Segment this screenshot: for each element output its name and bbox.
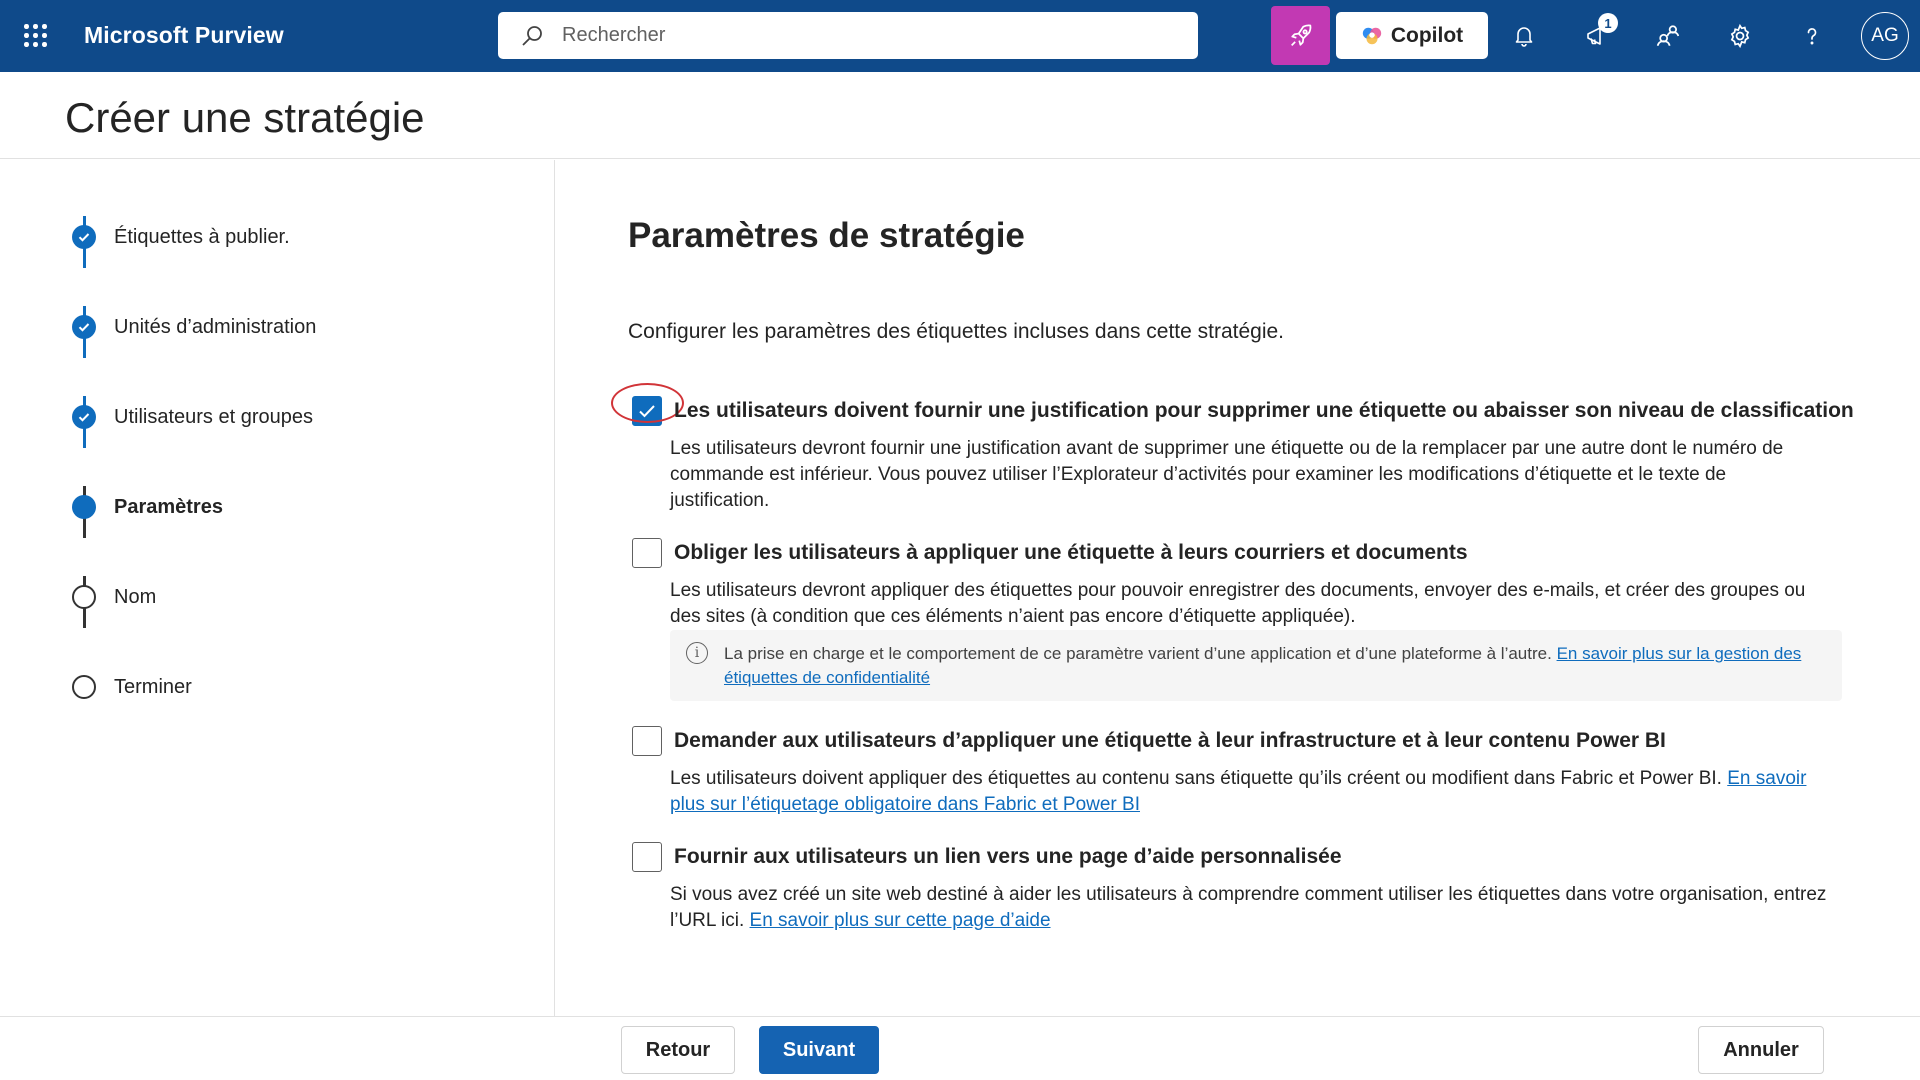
step-label: Terminer xyxy=(114,676,192,698)
step-completed-icon xyxy=(72,315,96,339)
community-button[interactable] xyxy=(1650,18,1686,54)
app-title[interactable]: Microsoft Purview xyxy=(84,22,284,48)
cancel-button[interactable]: Annuler xyxy=(1698,1026,1824,1074)
section-title: Paramètres de stratégie xyxy=(628,216,1025,255)
wizard-footer xyxy=(0,1016,1920,1080)
check-icon xyxy=(638,403,656,419)
search-input[interactable] xyxy=(562,12,1182,59)
step-label: Unités d’administration xyxy=(114,316,317,338)
info-icon: i xyxy=(686,642,708,664)
option-description: Les utilisateurs devront appliquer des étiquettes pour pouvoir enregistrer des documents, envoyer des e-mails, et créer des groupes ou des sites (à condition que ces éléments n’aient pas encore d’étiquette appliquée). xyxy=(670,580,1806,627)
wizard-stepper xyxy=(0,160,555,1016)
step-label: Étiquettes à publier. xyxy=(114,226,290,248)
option-description xyxy=(670,766,1830,818)
gear-icon xyxy=(1727,23,1753,49)
sensitivity-labels-help-link[interactable]: En savoir plus sur la gestion des étiquettes de confidentialité xyxy=(724,644,1802,687)
info-text xyxy=(724,642,1824,690)
power-bi-checkbox[interactable] xyxy=(632,726,662,756)
justification-checkbox[interactable] xyxy=(632,396,662,426)
top-bar xyxy=(0,0,1920,72)
back-button[interactable]: Retour xyxy=(621,1026,735,1074)
option-description: Les utilisateurs devront fournir une justification avant de supprimer une étiquette ou de la remplacer par une autre dont le numéro de commande est inférieur. Vous pouvez utiliser l’Explorateur d’activités pour examiner les modifications d’étiquette et le texte de justification. xyxy=(670,438,1784,511)
page-header xyxy=(0,72,1920,159)
option-description xyxy=(670,882,1830,934)
page-title: Créer une stratégie xyxy=(65,94,425,141)
section-intro: Configurer les paramètres des étiquettes incluses dans cette stratégie. xyxy=(628,320,1285,343)
people-icon xyxy=(1655,23,1681,49)
help-page-link[interactable]: En savoir plus sur cette page d’aide xyxy=(749,910,1051,931)
settings-button[interactable] xyxy=(1722,18,1758,54)
step-parametres[interactable] xyxy=(0,487,555,527)
custom-help-page-checkbox[interactable] xyxy=(632,842,662,872)
copilot-button[interactable] xyxy=(1336,12,1488,59)
step-label: Nom xyxy=(114,586,157,608)
step-completed-icon xyxy=(72,405,96,429)
next-button[interactable]: Suivant xyxy=(759,1026,879,1074)
step-label: Utilisateurs et groupes xyxy=(114,406,313,428)
search-box[interactable] xyxy=(498,12,1198,59)
copilot-label: Copilot xyxy=(1390,23,1464,47)
step-current-icon xyxy=(72,495,96,519)
rocket-button[interactable] xyxy=(1271,6,1330,65)
step-utilisateurs-groupes[interactable] xyxy=(0,397,555,437)
option-description-text: Les utilisateurs doivent appliquer des étiquettes au contenu sans étiquette qu’ils créent ou modifient dans Fabric et Power BI. xyxy=(670,768,1722,789)
step-nom xyxy=(0,577,555,617)
step-label: Paramètres xyxy=(114,496,223,518)
waffle-icon[interactable] xyxy=(22,22,50,50)
option-title: Fournir aux utilisateurs un lien vers une page d’aide personnalisée xyxy=(674,845,1342,868)
option-title: Obliger les utilisateurs à appliquer une étiquette à leurs courriers et documents xyxy=(674,541,1468,564)
info-message-text: La prise en charge et le comportement de ce paramètre varient d’une application et d’une plateforme à l’autre. xyxy=(724,644,1552,663)
search-icon xyxy=(520,24,544,48)
bell-icon xyxy=(1512,24,1536,48)
notifications-button[interactable] xyxy=(1506,18,1542,54)
avatar[interactable]: AG xyxy=(1861,12,1909,60)
help-button[interactable] xyxy=(1794,18,1830,54)
info-message xyxy=(670,630,1842,701)
announcements-button[interactable] xyxy=(1578,15,1614,54)
step-pending-icon xyxy=(72,675,96,699)
step-terminer xyxy=(0,667,555,707)
option-description-text: Si vous avez créé un site web destiné à aider les utilisateurs à comprendre comment utiliser les étiquettes dans votre organisation, entrez l’URL ici. xyxy=(670,884,1827,931)
option-title: Les utilisateurs doivent fournir une justification pour supprimer une étiquette ou abaisser son niveau de classification xyxy=(674,399,1854,422)
step-pending-icon xyxy=(72,585,96,609)
fabric-power-bi-link[interactable]: En savoir plus sur l’étiquetage obligatoire dans Fabric et Power BI xyxy=(670,768,1807,815)
help-icon xyxy=(1800,24,1824,48)
option-title: Demander aux utilisateurs d’appliquer une étiquette à leur infrastructure et à leur contenu Power BI xyxy=(674,729,1666,752)
notification-badge: 1 xyxy=(1598,13,1618,33)
copilot-logo-icon xyxy=(1361,25,1383,47)
step-etiquettes[interactable] xyxy=(0,217,555,257)
step-completed-icon xyxy=(72,225,96,249)
step-unites-administration[interactable] xyxy=(0,307,555,347)
rocket-icon xyxy=(1287,22,1315,50)
mandatory-labeling-checkbox[interactable] xyxy=(632,538,662,568)
